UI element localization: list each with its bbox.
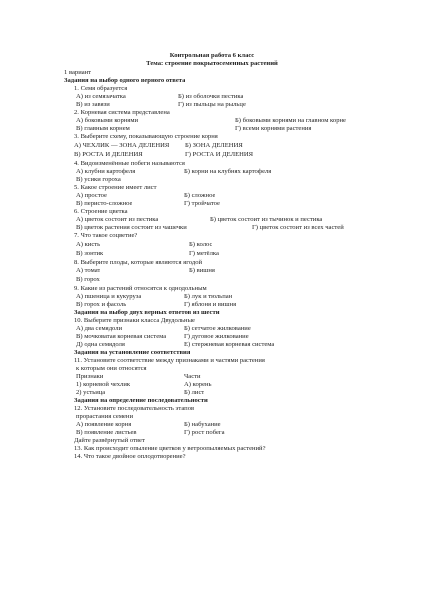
worksheet-line: 2) устьица [76,389,106,396]
worksheet-line: А) клубни картофеля [76,168,136,175]
worksheet-line: 3. Выберите схему, показывающую строение корня [74,133,218,140]
worksheet-line: Б) из оболочки пестика [178,93,244,100]
worksheet-line: В) горох [76,276,100,283]
worksheet-line: Б) лук и тюльпан [184,293,233,300]
worksheet-line: 10. Выберите признаки класса Двудольные [74,317,195,324]
worksheet-line: к которым они относятся [76,365,147,372]
worksheet-line: 2. Корневая система представлена [74,109,170,116]
worksheet-line: Части [184,373,201,380]
worksheet-line: Б) корни на клубнях картофеля [184,168,272,175]
worksheet-line: В) главным корнем [76,125,130,132]
worksheet-line: А) появление корня [76,421,132,428]
worksheet-line: Б) цветок состоит из тычинок и пестика [210,216,323,223]
worksheet-line: А) томат [76,267,101,274]
worksheet-line: прорастания семени [76,413,133,420]
worksheet-line: В) горох и фасоль [76,301,127,308]
worksheet-line: 1. Семя образуется [74,85,128,92]
worksheet-subtitle: Тема: строение покрытосеменных растений [146,60,278,67]
worksheet-line: Б) набухание [184,421,221,428]
worksheet-line: В) РОСТА И ДЕЛЕНИЯ [74,151,143,158]
worksheet-line: Б) вишня [189,267,215,274]
worksheet-line: 8. Выберите плоды, которые являются ягодой [74,259,203,266]
worksheet-line: В) усики гороха [76,176,121,183]
worksheet-line: Задания на выбор одного верного ответа [64,77,186,84]
worksheet-line: Б) боковыми корнями на главном корне [235,117,346,124]
worksheet-line: 5. Какое строение имеет лист [74,184,157,191]
worksheet-line: 6. Строение цветка [74,208,128,215]
worksheet-line: Г) тройчатое [184,200,220,207]
worksheet-line: А) два семядоли [76,325,123,332]
worksheet-line: Б) ЗОНА ДЕЛЕНИЯ [185,142,243,149]
worksheet-line: А) простое [76,192,107,199]
worksheet-line: В) мочковатая корневая система [76,333,167,340]
worksheet-title: Контрольная работа 6 класс [169,52,255,59]
worksheet-line: Г) из пыльцы на рыльце [178,101,246,108]
worksheet-line: Б) сетчатое жилкование [184,325,251,332]
worksheet-line: В) зонтик [76,250,104,257]
worksheet-line: Г) яблоня и вишня [184,301,237,308]
worksheet-line: Г) дуговое жилкование [184,333,249,340]
worksheet-line: А) цветок состоит из пестика [76,216,159,223]
worksheet-line: Б) сложное [184,192,216,199]
worksheet-line: Признаки [76,373,104,380]
worksheet-line: 14. Что такое двойное оплодотворение? [74,453,186,460]
worksheet-line: Г) всеми корнями растения [235,125,312,132]
worksheet-line: А) ЧЕХЛИК — ЗОНА ДЕЛЕНИЯ [74,142,170,149]
worksheet-line: Г) РОСТА И ДЕЛЕНИЯ [185,151,254,158]
worksheet-line: 1 вариант [64,69,92,76]
worksheet-line: Б) лист [184,389,205,396]
worksheet-line: 4. Видоизменённые побеги называются [74,160,185,167]
worksheet-line: В) цветок растения состоит из чашечки [76,224,187,231]
worksheet-line: А) пшеница и кукуруза [76,293,142,300]
worksheet-line: 1) корневой чехлик [76,381,131,388]
worksheet-line: Г) цветок состоит из всех частей [252,224,344,231]
worksheet-line: Задания на выбор двух верных ответов из шести [74,309,220,316]
worksheet-line: А) кисть [76,241,101,248]
worksheet-line: 7. Что такое соцветие? [74,232,138,239]
worksheet-line: В) появление листьев [76,429,137,436]
worksheet-line: В) из завязи [76,101,110,108]
worksheet-line: Г) рост побега [184,429,225,436]
worksheet-line: 12. Установите последовательность этапов [74,405,195,412]
worksheet-line: В) перисто-сложное [76,200,133,207]
worksheet-line: А) корень [184,381,212,388]
worksheet-line: Г) метёлка [189,250,219,257]
worksheet-line: Задания на установление соответствия [74,349,191,356]
worksheet-line: А) из семязачатка [76,93,126,100]
worksheet-line: 9. Какие из растений относятся к однодольным [74,285,207,292]
worksheet-line: Б) колос [189,241,213,248]
worksheet-line: 13. Как происходит опыление цветков у ветроопыляемых растений? [74,445,266,452]
worksheet-line: Д) одна семядоля [76,341,125,348]
worksheet-line: 11. Установите соответствие между признаками и частями растения [74,357,265,364]
worksheet-line: Дайте развёрнутый ответ [74,437,145,444]
worksheet-line: Е) стержневая корневая система [184,341,275,348]
worksheet-line: А) боковыми корнями [76,117,139,124]
worksheet-line: Задания на определение последовательности [74,397,208,404]
